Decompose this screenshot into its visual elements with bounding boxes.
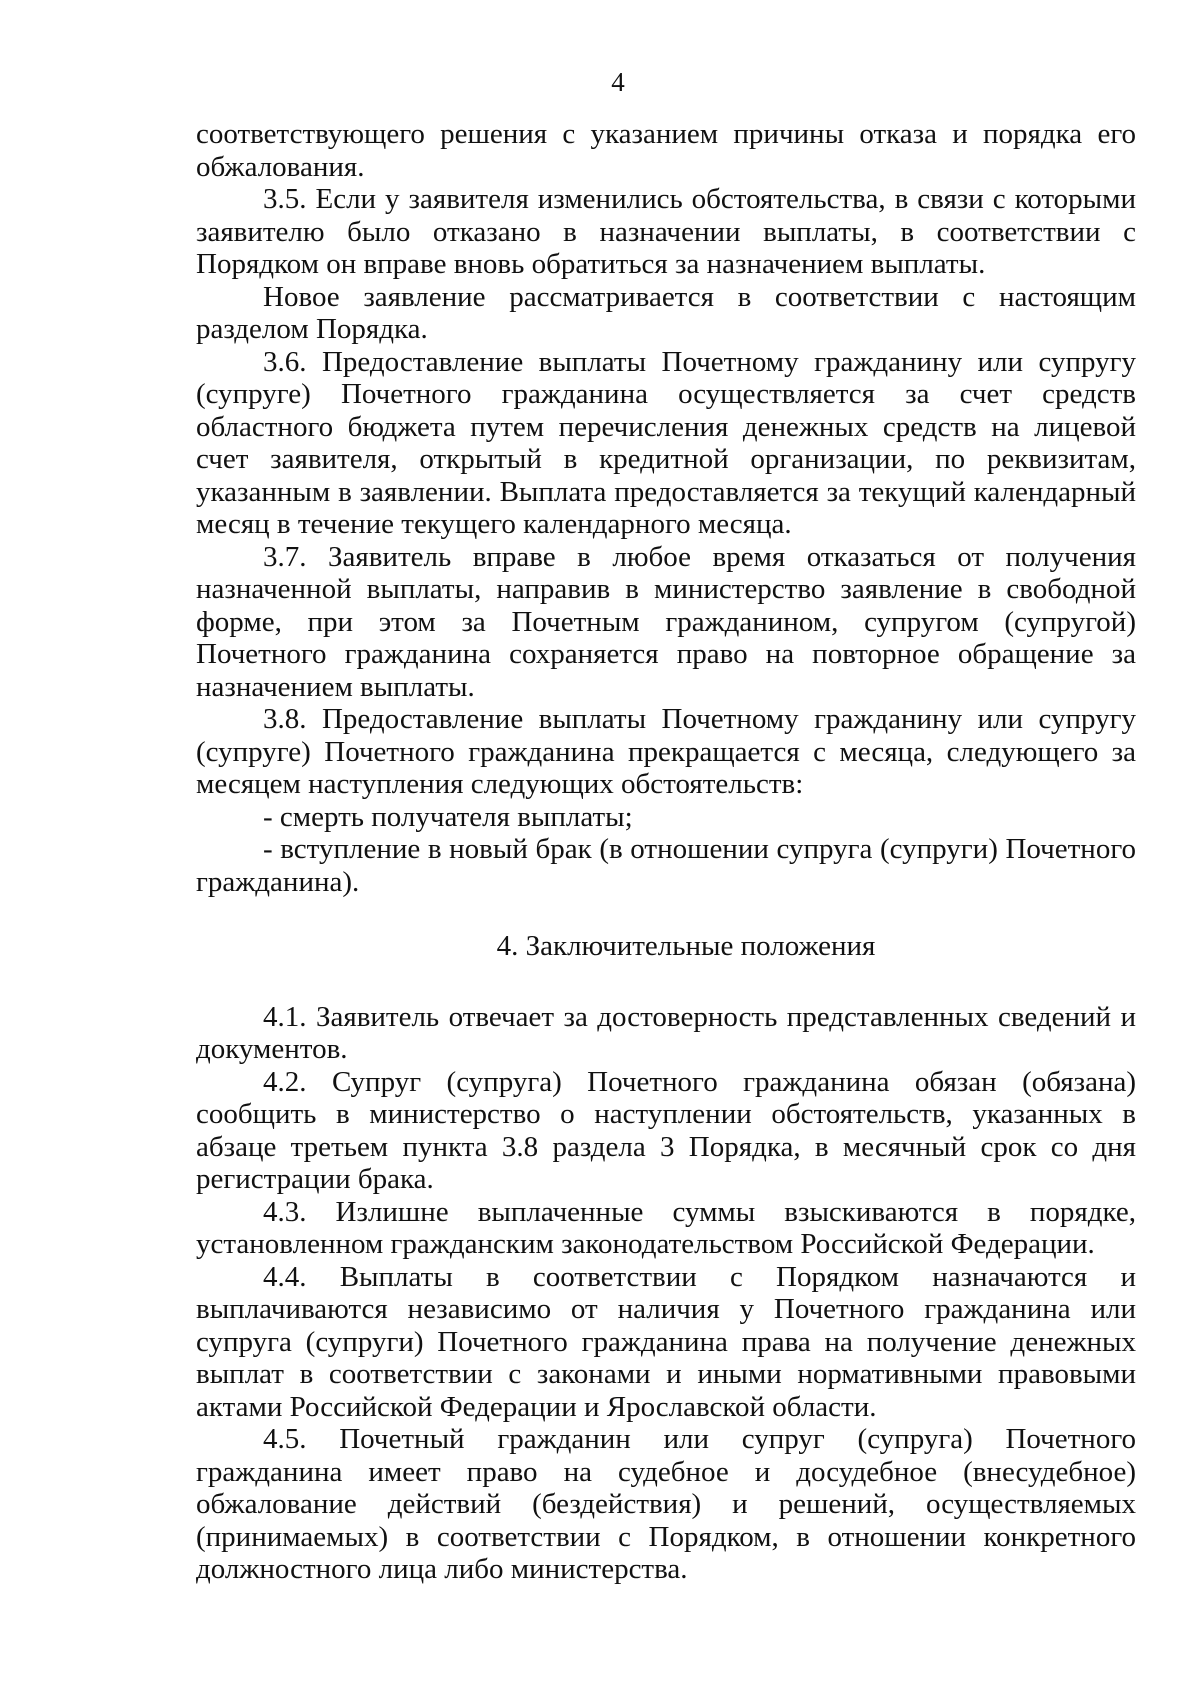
paragraph-4-1: 4.1. Заявитель отвечает за достоверность представленных сведений и документов.: [196, 1000, 1136, 1065]
paragraph-4-5: 4.5. Почетный гражданин или супруг (супруга) Почетного гражданина имеет право на судебное и досудебное (внесудебное) обжалование действий (бездействия) и решений, осуществляемых (принимаемых) в соответствии с Порядком, в отношении конкретного должностного лица либо министерства.: [196, 1423, 1136, 1585]
paragraph-3-5: 3.5. Если у заявителя изменились обстоятельства, в связи с которыми заявителю было отказано в назначении выплаты, в соответствии с Порядком он вправе вновь обратиться за назначением выплаты.: [196, 183, 1136, 280]
section-4-heading: 4. Заключительные положения: [496, 930, 876, 962]
list-item-new-marriage: - вступление в новый брак (в отношении супруга (супруги) Почетного гражданина).: [196, 833, 1136, 898]
paragraph-new-application: Новое заявление рассматривается в соответствии с настоящим разделом Порядка.: [196, 280, 1136, 345]
paragraph-3-7: 3.7. Заявитель вправе в любое время отказаться от получения назначенной выплаты, направив в министерство заявление в свободной форме, при этом за Почетным гражданином, супругом (супругой) Почетного гражданина сохраняется право на повторное обращение за назначением выплаты.: [196, 540, 1136, 703]
paragraph-3-6: 3.6. Предоставление выплаты Почетному гражданину или супругу (супруге) Почетного гражданина осуществляется за счет средств областного бюджета путем перечисления денежных средств на лицевой счет заявителя, открытый в кредитной организации, по реквизитам, указанным в заявлении. Выплата предоставляется за текущий календарный месяц в течение текущего календарного месяца.: [196, 345, 1136, 540]
paragraph-continuation: соответствующего решения с указанием причины отказа и порядка его обжалования.: [196, 118, 1136, 183]
document-body: [196, 118, 1136, 1586]
paragraph-4-3: 4.3. Излишне выплаченные суммы взыскиваются в порядке, установленном гражданским законодательством Российской Федерации.: [196, 1195, 1136, 1260]
list-item-death: - смерть получателя выплаты;: [263, 800, 633, 833]
paragraph-4-2: 4.2. Супруг (супруга) Почетного гражданина обязан (обязана) сообщить в министерство о наступлении обстоятельств, указанных в абзаце третьем пункта 3.8 раздела 3 Порядка, в месячный срок со дня регистрации брака.: [196, 1065, 1136, 1195]
page-number: 4: [611, 67, 625, 97]
paragraph-3-8: 3.8. Предоставление выплаты Почетному гражданину или супругу (супруге) Почетного гражданина прекращается с месяца, следующего за месяцем наступления следующих обстоятельств:: [196, 703, 1136, 800]
paragraph-4-4: 4.4. Выплаты в соответствии с Порядком назначаются и выплачиваются независимо от наличия у Почетного гражданина или супруга (супруги) Почетного гражданина права на получение денежных выплат в соответствии с законами и иными нормативными правовыми актами Российской Федерации и Ярославской области.: [196, 1260, 1136, 1423]
